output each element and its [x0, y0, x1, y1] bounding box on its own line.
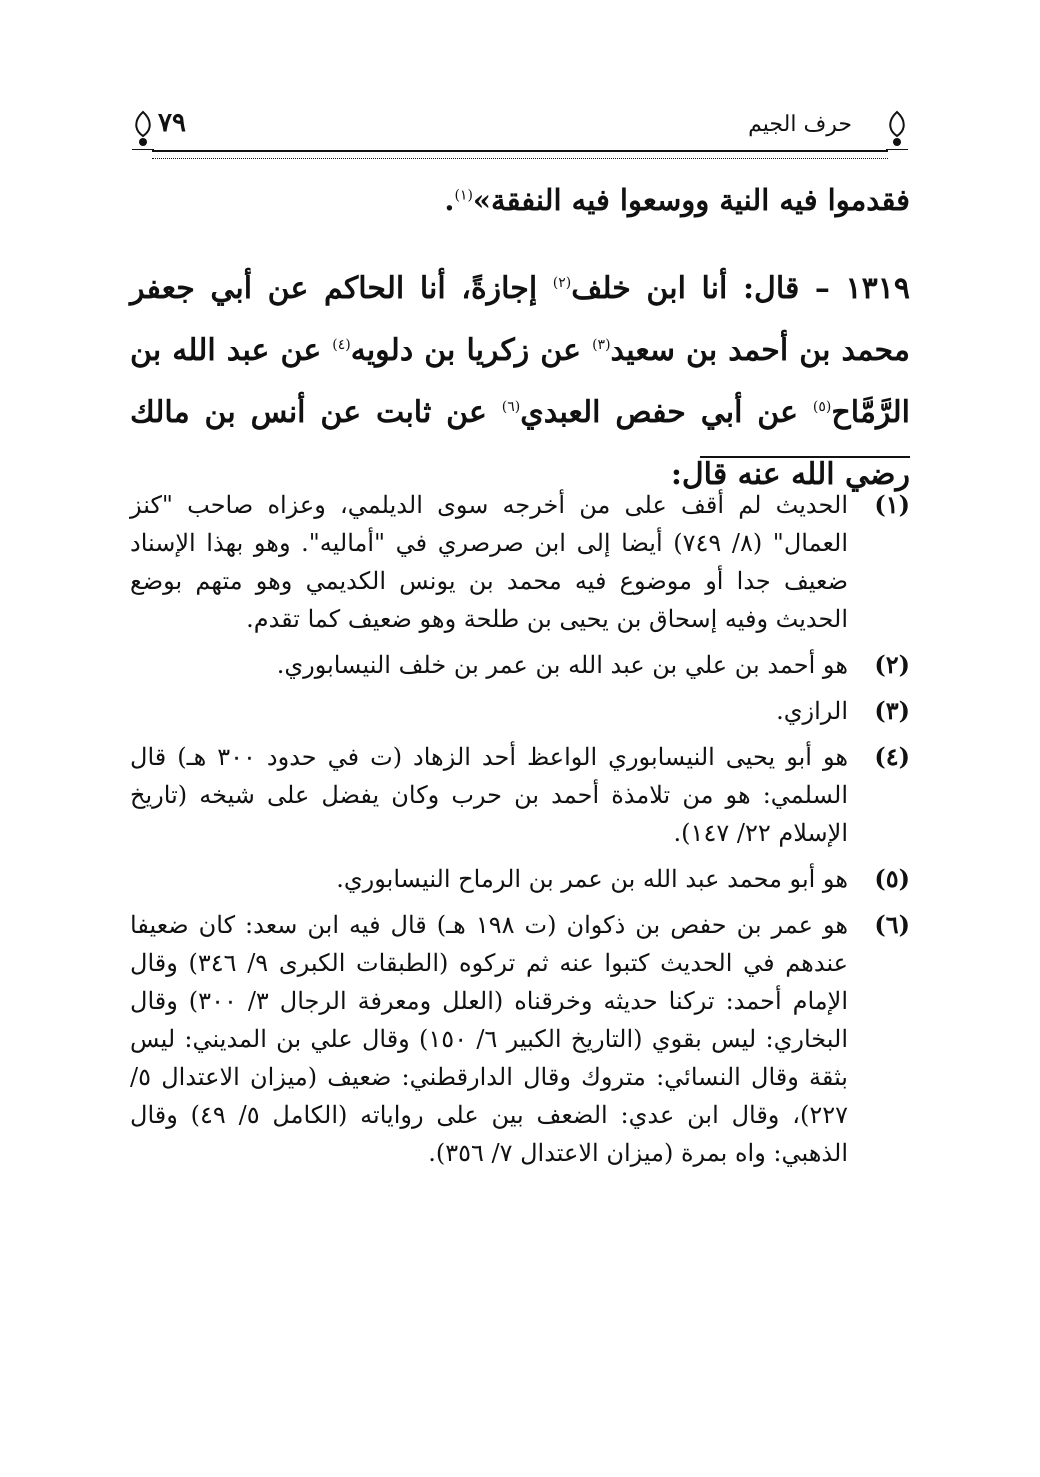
footnote-ref: (٣) [592, 337, 611, 353]
ornament-right-icon [884, 110, 910, 150]
main-text: عن زكريا بن دلويه [350, 333, 593, 368]
intro-text: فقدموا فيه النية ووسعوا فيه النفقة» [472, 183, 910, 217]
footnote [130, 646, 910, 684]
footnote-ref: (٤) [332, 337, 351, 353]
page-number: ٧٩ [158, 108, 186, 138]
footnotes [130, 486, 910, 1180]
footnote-ref: (١) [454, 187, 473, 204]
header-title: حرف الجيم [748, 112, 852, 137]
main-text: عن عبد الله بن الرَّمَّاح [130, 333, 910, 430]
header-rule [152, 150, 888, 159]
footnote [130, 692, 910, 730]
footnote-text: هو أحمد بن علي بن عبد الله بن عمر بن خلف النيسابوري. [276, 651, 848, 679]
page-header [130, 108, 910, 158]
footnote [130, 860, 910, 898]
intro-end: . [444, 183, 455, 217]
footnote-text: هو عمر بن حفص بن ذكوان (ت ١٩٨ هـ) قال فيه ابن سعد: كان ضعيفا عندهم في الحديث كتبوا عنه ثم تركوه (الطبقات الكبرى ٩/ ٣٤٦) وقال الإمام أحمد: تركنا حديثه وخرقناه (العلل ومعرفة الرجال ٣/ ٣٠٠) وقال البخاري: ليس بقوي (التاريخ الكبير ٦/ ١٥٠) وقال علي بن المديني: ليس بثقة وقال النسائي: متروك وقال الدارقطني: ضعيف (ميزان الاعتدال ٥/ ٢٢٧)، وقال ابن عدي: الضعف بين على رواياته (الكامل ٥/ ٤٩) وقال الذهبي: واه بمرة (ميزان الاعتدال ٧/ ٣٥٦). [130, 911, 849, 1167]
footnote-number: (٥) [874, 864, 910, 893]
footnote-ref: (٢) [552, 275, 572, 291]
footnote-text: هو أبو محمد عبد الله بن عمر بن الرماح النيسابوري. [336, 865, 848, 893]
intro-line [130, 178, 910, 222]
footnote-separator [700, 456, 910, 458]
footnote-number: (٢) [874, 650, 910, 679]
main-text: إجازةً، أنا الحاكم عن أبي جعفر محمد بن أحمد بن سعيد [130, 271, 910, 368]
footnote [130, 906, 910, 1172]
footnote [130, 738, 910, 852]
footnote-ref: (٦) [501, 399, 521, 415]
main-text: ١٣١٩ – قال: أنا ابن خلف [571, 271, 910, 306]
footnote-number: (٤) [874, 742, 910, 771]
footnote [130, 486, 910, 638]
hadith-paragraph [130, 258, 910, 506]
main-text: عن ثابت عن أنس بن مالك رضي الله عنه قال: [130, 395, 910, 492]
footnote-number: (١) [874, 490, 910, 519]
ornament-left-icon [130, 110, 156, 150]
footnote-text: الرازي. [776, 697, 848, 725]
footnote-number: (٦) [874, 910, 910, 939]
footnote-text: هو أبو يحيى النيسابوري الواعظ أحد الزهاد (ت في حدود ٣٠٠ هـ) قال السلمي: هو من تلامذة أحمد بن حرب وكان يفضل على شيخه (تاريخ الإسلام ٢٢/ ١٤٧). [130, 743, 849, 847]
main-text: عن أبي حفص العبدي [520, 395, 813, 430]
footnote-ref: (٥) [812, 399, 832, 415]
footnote-text: الحديث لم أقف على من أخرجه سوى الديلمي، وعزاه صاحب "كنز العمال" (٨/ ٧٤٩) أيضا إلى ابن صرصري في "أماليه". وهو بهذا الإسناد ضعيف جدا أو موضوع فيه محمد بن يونس الكديمي وهو متهم بوضع الحديث وفيه إسحاق بن يحيى بن طلحة وهو ضعيف كما تقدم. [130, 491, 849, 633]
footnote-number: (٣) [874, 696, 910, 725]
